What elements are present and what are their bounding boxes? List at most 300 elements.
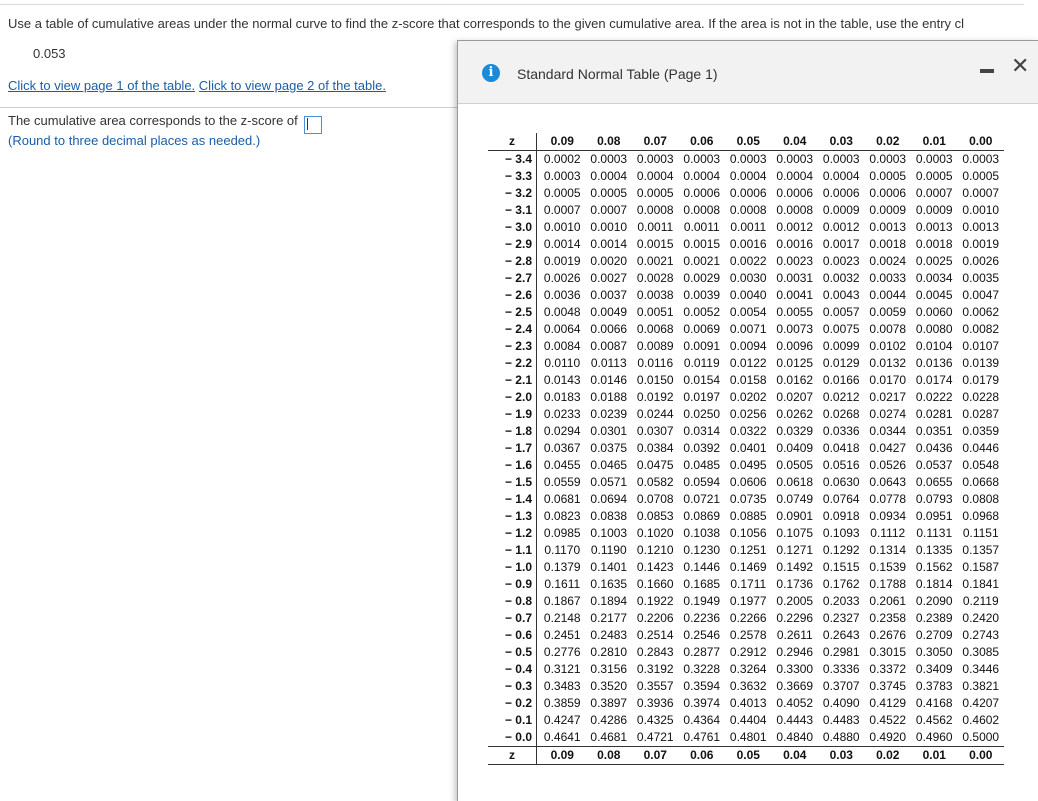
table-cell: 0.0038 — [636, 288, 674, 302]
table-cell: 0.0003 — [543, 169, 581, 183]
table-cell: 0.0446 — [962, 441, 1000, 455]
footer-column-label: 0.06 — [679, 747, 726, 765]
minimize-icon[interactable] — [980, 69, 994, 73]
table-cell: 0.0158 — [729, 373, 767, 387]
table-row — [488, 355, 1004, 372]
table-cell: 0.0003 — [915, 152, 953, 166]
table-cell: 0.3783 — [915, 679, 953, 693]
z-row-label: − 2.5 — [488, 304, 537, 321]
table-cell: 0.0023 — [822, 254, 860, 268]
z-row-label: − 0.6 — [488, 627, 537, 644]
table-cell: 0.1660 — [636, 577, 674, 591]
table-cell: 0.3085 — [962, 645, 1000, 659]
table-cell: 0.0110 — [544, 356, 581, 370]
top-rule — [0, 4, 1024, 5]
table-cell: 0.1977 — [729, 594, 767, 608]
table-cell: 0.0384 — [636, 441, 674, 455]
z-row-label: − 2.1 — [488, 372, 537, 389]
table-cell: 0.0010 — [962, 203, 1000, 217]
table-cell: 0.4562 — [915, 713, 953, 727]
close-icon[interactable]: ✕ — [1011, 53, 1030, 78]
standard-normal-table — [488, 133, 1004, 765]
rounding-hint: (Round to three decimal places as needed.) — [8, 133, 261, 148]
question-text: Use a table of cumulative areas under the normal curve to find the z-score that corresponds to the given cumulative area. If the area is not in the table, use the entry cl — [8, 16, 965, 31]
table-cell: 0.4880 — [822, 730, 860, 744]
table-cell: 0.1230 — [683, 543, 721, 557]
view-page-2-link[interactable]: Click to view page 2 of the table. — [198, 78, 386, 93]
table-cell: 0.0029 — [683, 271, 721, 285]
z-row-label: − 1.9 — [488, 406, 537, 423]
table-cell: 0.0104 — [915, 339, 953, 353]
table-row — [488, 151, 1004, 169]
table-cell: 0.3821 — [962, 679, 1000, 693]
table-cell: 0.1271 — [776, 543, 814, 557]
header-column-label: 0.00 — [958, 133, 1005, 151]
table-cell: 0.0548 — [962, 458, 1000, 472]
footer-z-label: z — [488, 747, 537, 765]
table-cell: 0.0017 — [822, 237, 860, 251]
z-row-label: − 3.0 — [488, 219, 537, 236]
table-cell: 0.0139 — [962, 356, 1000, 370]
table-row — [488, 593, 1004, 610]
table-cell: 0.0003 — [729, 152, 767, 166]
table-cell: 0.2676 — [869, 628, 907, 642]
table-cell: 0.3557 — [636, 679, 674, 693]
table-cell: 0.0007 — [962, 186, 1000, 200]
table-cell: 0.0012 — [776, 220, 814, 234]
z-row-label: − 1.4 — [488, 491, 537, 508]
table-row — [488, 729, 1004, 747]
table-cell: 0.2709 — [915, 628, 953, 642]
table-cell: 0.0102 — [869, 339, 907, 353]
table-cell: 0.1251 — [729, 543, 767, 557]
table-cell: 0.4681 — [590, 730, 628, 744]
z-row-label: − 0.7 — [488, 610, 537, 627]
table-cell: 0.0006 — [776, 186, 814, 200]
table-cell: 0.0122 — [729, 356, 767, 370]
table-cell: 0.0082 — [962, 322, 1000, 336]
table-cell: 0.0212 — [822, 390, 860, 404]
z-row-label: − 3.2 — [488, 185, 537, 202]
table-cell: 0.0007 — [590, 203, 628, 217]
table-cell: 0.0010 — [543, 220, 581, 234]
table-cell: 0.1492 — [776, 560, 814, 574]
table-cell: 0.1170 — [544, 543, 581, 557]
table-cell: 0.4090 — [822, 696, 860, 710]
table-cell: 0.2514 — [636, 628, 674, 642]
table-cell: 0.0005 — [869, 169, 907, 183]
table-cell: 0.0009 — [915, 203, 953, 217]
table-cell: 0.0681 — [543, 492, 581, 506]
table-cell: 0.0003 — [590, 152, 628, 166]
table-cell: 0.0016 — [776, 237, 814, 251]
normal-table-container — [488, 133, 1004, 765]
table-cell: 0.0455 — [543, 458, 581, 472]
table-cell: 0.1515 — [822, 560, 860, 574]
footer-column-label: 0.01 — [911, 747, 958, 765]
table-cell: 0.4960 — [915, 730, 953, 744]
table-cell: 0.0005 — [590, 186, 628, 200]
table-cell: 0.0011 — [730, 220, 767, 234]
table-cell: 0.0375 — [590, 441, 628, 455]
table-cell: 0.0018 — [869, 237, 907, 251]
z-row-label: − 0.3 — [488, 678, 537, 695]
table-cell: 0.0239 — [590, 407, 628, 421]
table-cell: 0.0392 — [683, 441, 721, 455]
window-header — [458, 41, 1038, 104]
table-row — [488, 525, 1004, 542]
table-cell: 0.3192 — [636, 662, 674, 676]
view-page-1-link[interactable]: Click to view page 1 of the table. — [8, 78, 196, 93]
table-cell: 0.0015 — [636, 237, 674, 251]
table-cell: 0.0023 — [776, 254, 814, 268]
table-cell: 0.0401 — [729, 441, 767, 455]
table-row — [488, 712, 1004, 729]
table-row — [488, 610, 1004, 627]
table-row — [488, 270, 1004, 287]
table-cell: 0.4522 — [869, 713, 907, 727]
table-row — [488, 627, 1004, 644]
table-cell: 0.0003 — [822, 152, 860, 166]
footer-column-label: 0.08 — [586, 747, 633, 765]
table-cell: 0.0885 — [729, 509, 767, 523]
table-cell: 0.0089 — [636, 339, 674, 353]
table-cell: 0.0006 — [869, 186, 907, 200]
table-cell: 0.3594 — [683, 679, 721, 693]
table-cell: 0.1292 — [822, 543, 860, 557]
table-cell: 0.2061 — [869, 594, 907, 608]
table-row — [488, 389, 1004, 406]
table-cell: 0.0116 — [637, 356, 674, 370]
z-row-label: − 2.7 — [488, 270, 537, 287]
table-cell: 0.4325 — [636, 713, 674, 727]
table-row — [488, 678, 1004, 695]
table-cell: 0.0005 — [636, 186, 674, 200]
table-cell: 0.0853 — [636, 509, 674, 523]
table-cell: 0.0183 — [543, 390, 581, 404]
z-row-label: − 0.9 — [488, 576, 537, 593]
table-cell: 0.0735 — [729, 492, 767, 506]
table-cell: 0.0002 — [543, 152, 581, 166]
table-cell: 0.0005 — [962, 169, 1000, 183]
table-cell: 0.0287 — [962, 407, 1000, 421]
table-cell: 0.2358 — [869, 611, 907, 625]
table-cell: 0.2578 — [729, 628, 767, 642]
table-cell: 0.0037 — [590, 288, 628, 302]
z-row-label: − 0.2 — [488, 695, 537, 712]
table-cell: 0.4443 — [776, 713, 814, 727]
table-cell: 0.0322 — [729, 424, 767, 438]
table-cell: 0.2643 — [822, 628, 860, 642]
table-cell: 0.2743 — [962, 628, 1000, 642]
normal-table-window — [457, 40, 1038, 801]
table-cell: 0.2843 — [636, 645, 674, 659]
footer-column-label: 0.07 — [632, 747, 679, 765]
table-cell: 0.1922 — [636, 594, 674, 608]
table-cell: 0.0838 — [590, 509, 628, 523]
table-cell: 0.0409 — [776, 441, 814, 455]
table-cell: 0.0485 — [683, 458, 721, 472]
table-cell: 0.0934 — [869, 509, 907, 523]
table-cell: 0.3409 — [915, 662, 953, 676]
table-cell: 0.2981 — [822, 645, 860, 659]
table-row — [488, 287, 1004, 304]
table-cell: 0.0129 — [822, 356, 860, 370]
table-cell: 0.5000 — [962, 730, 1000, 744]
z-row-label: − 3.3 — [488, 168, 537, 185]
footer-column-label: 0.02 — [865, 747, 912, 765]
table-cell: 0.0010 — [590, 220, 628, 234]
table-cell: 0.0055 — [776, 305, 814, 319]
table-cell: 0.0016 — [729, 237, 767, 251]
table-cell: 0.1190 — [590, 543, 627, 557]
z-row-label: − 1.3 — [488, 508, 537, 525]
table-cell: 0.4168 — [915, 696, 953, 710]
z-row-label: − 2.2 — [488, 355, 537, 372]
table-cell: 0.4364 — [683, 713, 721, 727]
table-cell: 0.1685 — [683, 577, 721, 591]
table-cell: 0.0071 — [729, 322, 767, 336]
table-row — [488, 474, 1004, 491]
table-cell: 0.0028 — [636, 271, 674, 285]
table-cell: 0.0013 — [962, 220, 1000, 234]
table-cell: 0.0694 — [590, 492, 628, 506]
table-cell: 0.0045 — [915, 288, 953, 302]
table-cell: 0.0091 — [683, 339, 721, 353]
table-cell: 0.0007 — [543, 203, 581, 217]
table-cell: 0.4286 — [590, 713, 628, 727]
table-cell: 0.3483 — [543, 679, 581, 693]
table-cell: 0.2877 — [683, 645, 721, 659]
table-cell: 0.1423 — [636, 560, 674, 574]
table-row — [488, 559, 1004, 576]
table-cell: 0.0643 — [869, 475, 907, 489]
table-cell: 0.0035 — [962, 271, 1000, 285]
table-cell: 0.0351 — [915, 424, 953, 438]
table-body — [488, 151, 1004, 747]
table-cell: 0.0013 — [869, 220, 907, 234]
table-cell: 0.0021 — [683, 254, 721, 268]
header-column-label: 0.04 — [772, 133, 819, 151]
table-cell: 0.2148 — [543, 611, 581, 625]
footer-column-label: 0.05 — [725, 747, 772, 765]
table-cell: 0.0019 — [962, 237, 1000, 251]
table-cell: 0.0244 — [636, 407, 674, 421]
table-row — [488, 542, 1004, 559]
table-cell: 0.0036 — [543, 288, 581, 302]
table-row — [488, 338, 1004, 355]
table-footer-row — [488, 747, 1004, 765]
table-links — [8, 78, 386, 93]
table-cell: 0.0005 — [915, 169, 953, 183]
table-row — [488, 491, 1004, 508]
table-cell: 0.0179 — [962, 373, 1000, 387]
table-cell: 0.4641 — [543, 730, 581, 744]
table-cell: 0.0003 — [636, 152, 674, 166]
table-cell: 0.0020 — [590, 254, 628, 268]
header-column-label: 0.02 — [865, 133, 912, 151]
table-cell: 0.0096 — [776, 339, 814, 353]
table-cell: 0.0008 — [776, 203, 814, 217]
table-cell: 0.0084 — [543, 339, 581, 353]
table-cell: 0.2236 — [683, 611, 721, 625]
table-cell: 0.4920 — [869, 730, 907, 744]
table-cell: 0.1112 — [870, 526, 906, 540]
table-cell: 0.0197 — [683, 390, 721, 404]
table-row — [488, 457, 1004, 474]
answer-prompt-text: The cumulative area corresponds to the z-score of — [8, 113, 298, 128]
table-cell: 0.2912 — [729, 645, 767, 659]
table-cell: 0.1020 — [636, 526, 674, 540]
z-row-label: − 1.2 — [488, 525, 537, 542]
table-cell: 0.0778 — [869, 492, 907, 506]
table-header-row — [488, 133, 1004, 151]
table-cell: 0.1038 — [683, 526, 721, 540]
table-cell: 0.3372 — [869, 662, 907, 676]
table-cell: 0.0080 — [915, 322, 953, 336]
table-cell: 0.0537 — [915, 458, 953, 472]
table-cell: 0.0256 — [729, 407, 767, 421]
table-cell: 0.0262 — [776, 407, 814, 421]
table-cell: 0.0154 — [683, 373, 721, 387]
table-cell: 0.3859 — [543, 696, 581, 710]
table-cell: 0.0359 — [962, 424, 1000, 438]
table-cell: 0.0006 — [729, 186, 767, 200]
table-cell: 0.4602 — [962, 713, 1000, 727]
table-cell: 0.0003 — [962, 152, 1000, 166]
table-cell: 0.0008 — [729, 203, 767, 217]
table-cell: 0.0582 — [636, 475, 674, 489]
given-area: 0.053 — [33, 46, 66, 61]
table-row — [488, 644, 1004, 661]
table-row — [488, 168, 1004, 185]
table-cell: 0.0059 — [869, 305, 907, 319]
table-cell: 0.0968 — [962, 509, 1000, 523]
table-cell: 0.0011 — [637, 220, 674, 234]
table-row — [488, 695, 1004, 712]
table-cell: 0.0170 — [869, 373, 907, 387]
table-cell: 0.0166 — [822, 373, 860, 387]
table-cell: 0.2266 — [729, 611, 767, 625]
table-cell: 0.1379 — [543, 560, 581, 574]
window-title: Standard Normal Table (Page 1) — [517, 66, 718, 82]
table-row — [488, 321, 1004, 338]
table-cell: 0.1788 — [869, 577, 907, 591]
table-cell: 0.1949 — [683, 594, 721, 608]
table-cell: 0.2206 — [636, 611, 674, 625]
table-cell: 0.0250 — [683, 407, 721, 421]
table-cell: 0.0047 — [962, 288, 1000, 302]
table-cell: 0.3745 — [869, 679, 907, 693]
table-cell: 0.0655 — [915, 475, 953, 489]
table-cell: 0.0008 — [636, 203, 674, 217]
table-cell: 0.0146 — [590, 373, 628, 387]
z-row-label: − 0.4 — [488, 661, 537, 678]
table-cell: 0.0051 — [636, 305, 674, 319]
table-cell: 0.0274 — [869, 407, 907, 421]
table-cell: 0.0823 — [543, 509, 581, 523]
table-cell: 0.0021 — [636, 254, 674, 268]
table-cell: 0.3707 — [822, 679, 860, 693]
table-cell: 0.0314 — [683, 424, 721, 438]
table-cell: 0.1357 — [962, 543, 1000, 557]
table-cell: 0.0336 — [822, 424, 860, 438]
table-cell: 0.0015 — [683, 237, 721, 251]
footer-column-label: 0.09 — [537, 747, 586, 765]
table-cell: 0.0749 — [776, 492, 814, 506]
z-row-label: − 1.1 — [488, 542, 537, 559]
table-cell: 0.1635 — [590, 577, 628, 591]
table-cell: 0.0057 — [822, 305, 860, 319]
table-row — [488, 304, 1004, 321]
table-cell: 0.0099 — [822, 339, 860, 353]
z-row-label: − 2.4 — [488, 321, 537, 338]
z-row-label: − 0.0 — [488, 729, 537, 747]
table-cell: 0.0054 — [729, 305, 767, 319]
table-cell: 0.0005 — [543, 186, 581, 200]
z-row-label: − 1.7 — [488, 440, 537, 457]
table-cell: 0.0062 — [962, 305, 1000, 319]
table-cell: 0.0027 — [590, 271, 628, 285]
text-cursor — [307, 118, 308, 130]
table-cell: 0.0281 — [915, 407, 953, 421]
table-cell: 0.0329 — [776, 424, 814, 438]
table-cell: 0.3974 — [683, 696, 721, 710]
z-row-label: − 1.5 — [488, 474, 537, 491]
table-cell: 0.0207 — [776, 390, 814, 404]
table-cell: 0.0048 — [543, 305, 581, 319]
z-row-label: − 1.8 — [488, 423, 537, 440]
table-cell: 0.0041 — [776, 288, 814, 302]
table-cell: 0.3936 — [636, 696, 674, 710]
table-cell: 0.0018 — [915, 237, 953, 251]
table-cell: 0.4013 — [729, 696, 767, 710]
footer-column-label: 0.00 — [958, 747, 1005, 765]
table-cell: 0.0901 — [776, 509, 814, 523]
table-cell: 0.0559 — [543, 475, 581, 489]
table-cell: 0.1151 — [962, 526, 999, 540]
table-cell: 0.0078 — [869, 322, 907, 336]
info-icon: i — [482, 64, 500, 82]
table-cell: 0.0721 — [683, 492, 721, 506]
table-cell: 0.2483 — [590, 628, 628, 642]
table-cell: 0.1075 — [776, 526, 814, 540]
table-cell: 0.0049 — [590, 305, 628, 319]
z-score-input[interactable] — [304, 116, 322, 134]
table-cell: 0.1867 — [543, 594, 581, 608]
table-cell: 0.1611 — [544, 577, 581, 591]
table-cell: 0.0044 — [869, 288, 907, 302]
table-cell: 0.0087 — [590, 339, 628, 353]
table-cell: 0.1587 — [962, 560, 1000, 574]
table-cell: 0.0132 — [869, 356, 907, 370]
table-cell: 0.0009 — [822, 203, 860, 217]
table-cell: 0.0022 — [729, 254, 767, 268]
table-cell: 0.4129 — [869, 696, 907, 710]
table-row — [488, 440, 1004, 457]
table-cell: 0.2810 — [590, 645, 628, 659]
table-cell: 0.0192 — [636, 390, 674, 404]
table-cell: 0.1711 — [730, 577, 767, 591]
table-cell: 0.0013 — [915, 220, 953, 234]
table-row — [488, 202, 1004, 219]
table-cell: 0.4052 — [776, 696, 814, 710]
table-cell: 0.0006 — [822, 186, 860, 200]
table-cell: 0.0003 — [683, 152, 721, 166]
table-row — [488, 576, 1004, 593]
table-cell: 0.1210 — [636, 543, 674, 557]
table-cell: 0.0094 — [729, 339, 767, 353]
